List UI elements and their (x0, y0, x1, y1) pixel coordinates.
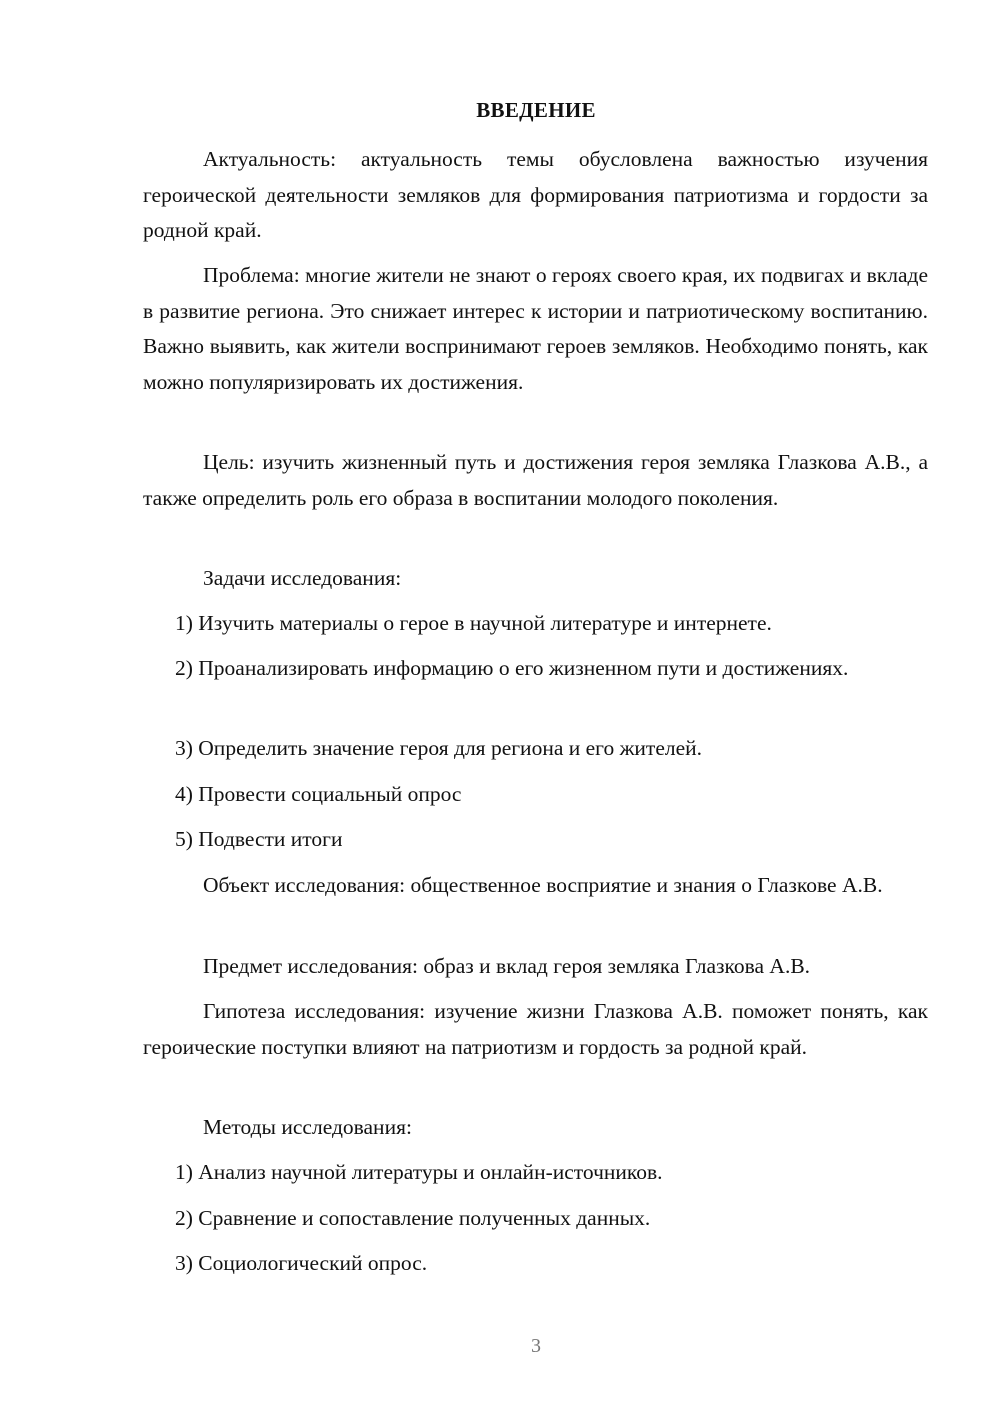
task-item: 2) Проанализировать информацию о его жизненном пути и достижениях. (175, 656, 849, 680)
problem-paragraph: Проблема: многие жители не знают о героях своего края, их подвигах и вкладе в развитие региона. Это снижает интерес к истории и патриотическому воспитанию. Важно выявить, как жители воспринимают героев земляков. Необходимо понять, как можно популяризировать их достижения. (143, 263, 928, 394)
page-number: 3 (531, 1335, 541, 1357)
task-item: 3) Определить значение героя для региона и его жителей. (175, 736, 703, 760)
method-item: 3) Социологический опрос. (175, 1251, 428, 1275)
object-paragraph: Объект исследования: общественное восприятие и знания о Глазкове А.В. (203, 873, 883, 897)
task-item: 4) Провести социальный опрос (175, 782, 462, 806)
task-item: 1) Изучить материалы о герое в научной литературе и интернете. (175, 611, 772, 635)
goal-paragraph: Цель: изучить жизненный путь и достижения героя земляка Глазкова А.В., а также определить роль его образа в воспитании молодого поколения. (143, 450, 928, 510)
task-item: 5) Подвести итоги (175, 827, 343, 851)
tasks-heading: Задачи исследования: (203, 566, 402, 590)
methods-heading: Методы исследования: (203, 1115, 412, 1139)
method-item: 2) Сравнение и сопоставление полученных данных. (175, 1206, 651, 1230)
hypothesis-paragraph: Гипотеза исследования: изучение жизни Глазкова А.В. поможет понять, как героические поступки влияют на патриотизм и гордость за родной край. (143, 999, 928, 1059)
method-item: 1) Анализ научной литературы и онлайн-источников. (175, 1160, 663, 1184)
relevance-paragraph: Актуальность: актуальность темы обусловлена важностью изучения героической деятельности земляков для формирования патриотизма и гордости за родной край. (143, 147, 928, 242)
section-title: ВВЕДЕНИЕ (476, 98, 596, 122)
subject-paragraph: Предмет исследования: образ и вклад героя земляка Глазкова А.В. (203, 954, 811, 978)
